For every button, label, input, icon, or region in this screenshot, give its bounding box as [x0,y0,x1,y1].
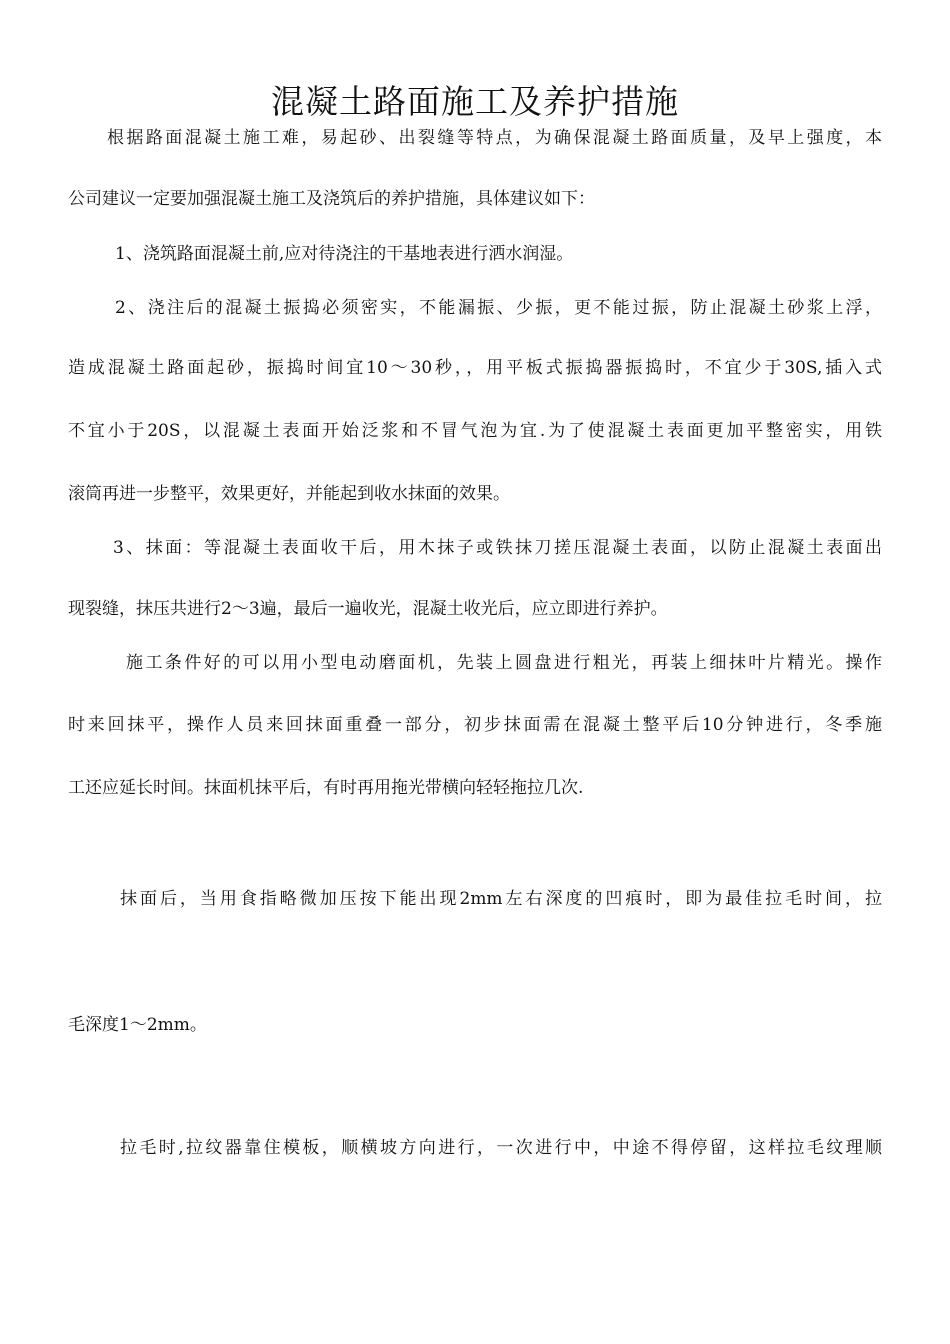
paragraph-line: 抹面后，当用食指略微加压按下能出现2mm左右深度的凹痕时，即为最佳拉毛时间，拉 [120,889,882,909]
paragraph-line: 3、抹面：等混凝土表面收干后，用木抹子或铁抹刀搓压混凝土表面，以防止混凝土表面出 [113,538,882,558]
paragraph-line: 2、浇注后的混凝土振捣必须密实，不能漏振、少振，更不能过振，防止混凝土砂浆上浮， [115,298,882,318]
paragraph-line: 1、浇筑路面混凝土前,应对待浇注的干基地表进行洒水润湿。 [115,244,574,264]
paragraph-line: 拉毛时,拉纹器靠住模板，顺横坡方向进行，一次进行中，中途不得停留，这样拉毛纹理顺 [120,1138,882,1158]
paragraph-line: 施工条件好的可以用小型电动磨面机，先装上圆盘进行粗光，再装上细抹叶片精光。操作 [126,653,882,673]
paragraph-line: 造成混凝土路面起砂，振捣时间宜10～30秒，，用平板式振捣器振捣时，不宜少于30S,插入式 [68,358,882,378]
document-title: 混凝土路面施工及养护措施 [271,82,679,121]
paragraph-line: 滚筒再进一步整平，效果更好，并能起到收水抹面的效果。 [68,484,510,504]
paragraph-line: 公司建议一定要加强混凝土施工及浇筑后的养护措施，具体建议如下： [68,189,595,209]
paragraph-line: 毛深度1～2mm。 [68,1015,207,1035]
paragraph-line: 现裂缝，抹压共进行2～3遍，最后一遍收光，混凝土收光后，应立即进行养护。 [68,599,668,619]
paragraph-line: 时来回抹平，操作人员来回抹面重叠一部分，初步抹面需在混凝土整平后10分钟进行，冬季施 [68,715,882,735]
paragraph-line: 不宜小于20S，以混凝土表面开始泛浆和不冒气泡为宜.为了使混凝土表面更加平整密实，用铁 [68,421,882,441]
paragraph-line: 工还应延长时间。抹面机抹平后，有时再用拖光带横向轻轻拖拉几次. [68,778,584,798]
paragraph-line: 根据路面混凝土施工难，易起砂、出裂缝等特点，为确保混凝土路面质量，及早上强度，本 [107,128,882,148]
